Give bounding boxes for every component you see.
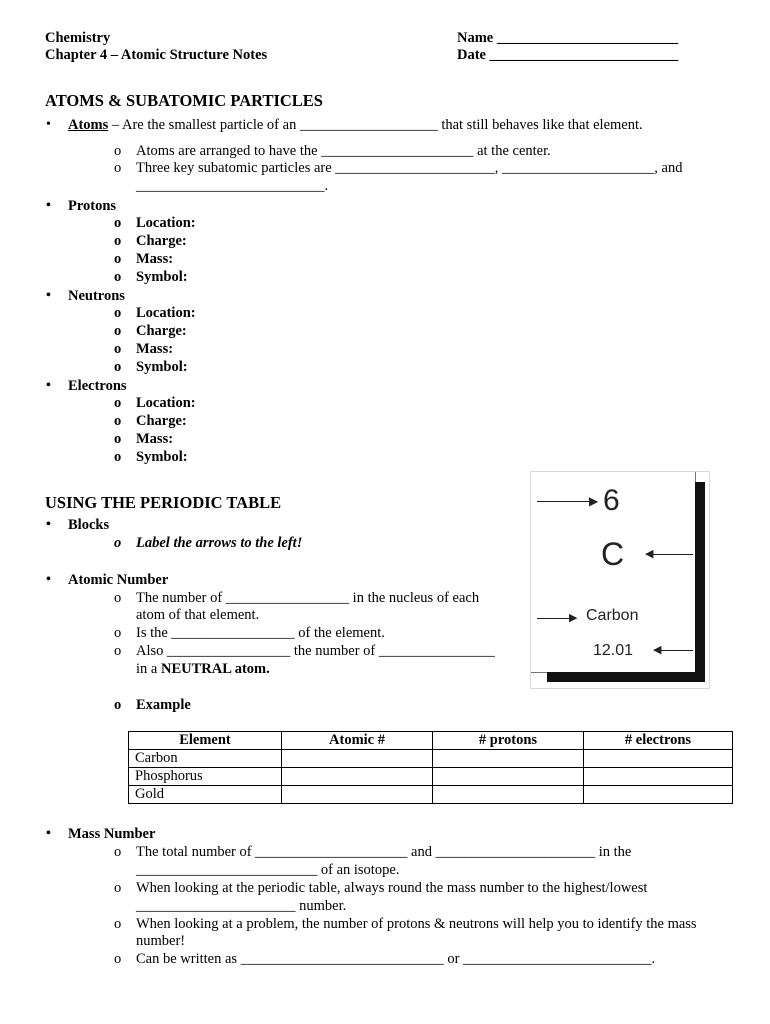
element-mass: 12.01 (593, 642, 634, 659)
particle-protons: • Protons (68, 197, 116, 215)
carbon-element-tile (530, 471, 710, 689)
chapter-title: Chapter 4 – Atomic Structure Notes (45, 47, 268, 63)
atoms-sub-2-cont: __________________________. (136, 178, 329, 194)
date-field (457, 46, 678, 64)
number-arrowhead-icon: ▶ (589, 494, 599, 508)
protons-mass: o Mass: (136, 250, 173, 268)
example-label: o Example (136, 696, 191, 714)
table-cell[interactable] (433, 786, 584, 804)
mass-number-sub-1-cont: _________________________ of an isotope. (136, 862, 400, 878)
name-arrow-line (537, 618, 573, 619)
table-cell: Carbon (129, 750, 282, 768)
atoms-term: Atoms (68, 117, 109, 133)
mass-number-sub-1: o The total number of _____________________ and ______________________ in the (136, 843, 631, 861)
table-header: Atomic # (282, 732, 433, 750)
mass-number-sub-3: o When looking at a problem, the number of protons & neutrons will help you to identify the mass (136, 915, 697, 933)
mass-number-sub-3-cont: number! (136, 933, 186, 949)
date-label: Date (457, 47, 486, 63)
element-symbol: C (601, 536, 625, 572)
table-cell[interactable] (433, 750, 584, 768)
mass-number-sub-2: o When looking at the periodic table, always round the mass number to the highest/lowest (136, 879, 647, 897)
atomic-number-sub-1: o The number of _________________ in the nucleus of each (136, 589, 479, 607)
section-heading-periodic-table: USING THE PERIODIC TABLE (45, 493, 282, 512)
table-row (129, 786, 733, 804)
number-arrow-line (537, 501, 593, 502)
mass-arrowhead-icon: ◀ (653, 644, 662, 656)
section-heading-atoms: ATOMS & SUBATOMIC PARTICLES (45, 91, 323, 110)
particle-neutrons: • Neutrons (68, 287, 125, 305)
electrons-mass: o Mass: (136, 430, 173, 448)
table-row (129, 768, 733, 786)
table-row (129, 750, 733, 768)
element-name: Carbon (586, 607, 639, 624)
atoms-def-text: – Are the smallest particle of an ___________________ that still behaves like that element. (108, 117, 643, 133)
table-cell[interactable] (584, 786, 733, 804)
protons-symbol: o Symbol: (136, 268, 188, 286)
protons-location: o Location: (136, 214, 196, 232)
neutrons-mass: o Mass: (136, 340, 173, 358)
table-header: Element (129, 732, 282, 750)
name-label: Name (457, 30, 494, 46)
table-cell: Gold (129, 786, 282, 804)
mass-number-sub-2-cont: ______________________ number. (136, 898, 347, 914)
element-tile-shadow-right (695, 482, 705, 682)
atomic-number-sub-1-cont: atom of that element. (136, 607, 260, 623)
atomic-number-sub-3-cont (136, 660, 270, 678)
table-cell: Phosphorus (129, 768, 282, 786)
neutrons-location: o Location: (136, 304, 196, 322)
table-cell[interactable] (282, 786, 433, 804)
electrons-symbol: o Symbol: (136, 448, 188, 466)
name-field (457, 29, 678, 47)
table-cell[interactable] (584, 750, 733, 768)
particle-electrons: • Electrons (68, 377, 127, 395)
name-blank: _________________________ (496, 30, 679, 46)
atomic-number-sub-3: o Also _________________ the number of ________________ (136, 642, 495, 660)
table-cell[interactable] (433, 768, 584, 786)
name-arrowhead-icon: ▶ (569, 612, 578, 624)
symbol-arrow-line (653, 554, 693, 555)
mass-arrow-line (661, 650, 693, 651)
table-header: # protons (433, 732, 584, 750)
atoms-definition (68, 116, 643, 134)
neutral-prefix: in a (136, 661, 161, 677)
table-cell[interactable] (282, 750, 433, 768)
atoms-sub-1: o Atoms are arranged to have the _____________________ at the center. (136, 142, 551, 160)
protons-charge: o Charge: (136, 232, 187, 250)
table-header-row (129, 732, 733, 750)
atomic-number-label: • Atomic Number (68, 571, 168, 589)
mass-number-sub-4: o Can be written as ____________________________ or __________________________. (136, 950, 655, 968)
course-title: Chemistry (45, 30, 111, 46)
table-cell[interactable] (584, 768, 733, 786)
symbol-arrowhead-icon: ◀ (645, 548, 654, 560)
date-blank: __________________________ (489, 47, 679, 63)
table-header: # electrons (584, 732, 733, 750)
neutrons-charge: o Charge: (136, 322, 187, 340)
blocks-label: • Blocks (68, 516, 109, 534)
example-table (128, 731, 733, 804)
electrons-location: o Location: (136, 394, 196, 412)
element-tile-shadow-bottom (547, 672, 705, 682)
mass-number-label: • Mass Number (68, 825, 155, 843)
neutrons-symbol: o Symbol: (136, 358, 188, 376)
element-number: 6 (603, 484, 620, 517)
electrons-charge: o Charge: (136, 412, 187, 430)
atoms-sub-2: o Three key subatomic particles are ______________________, _____________________, and (136, 159, 682, 177)
table-cell[interactable] (282, 768, 433, 786)
neutral-atom-text: NEUTRAL atom. (160, 661, 270, 677)
atomic-number-sub-2: o Is the _________________ of the element. (136, 624, 385, 642)
blocks-instruction: o Label the arrows to the left! (136, 534, 302, 552)
